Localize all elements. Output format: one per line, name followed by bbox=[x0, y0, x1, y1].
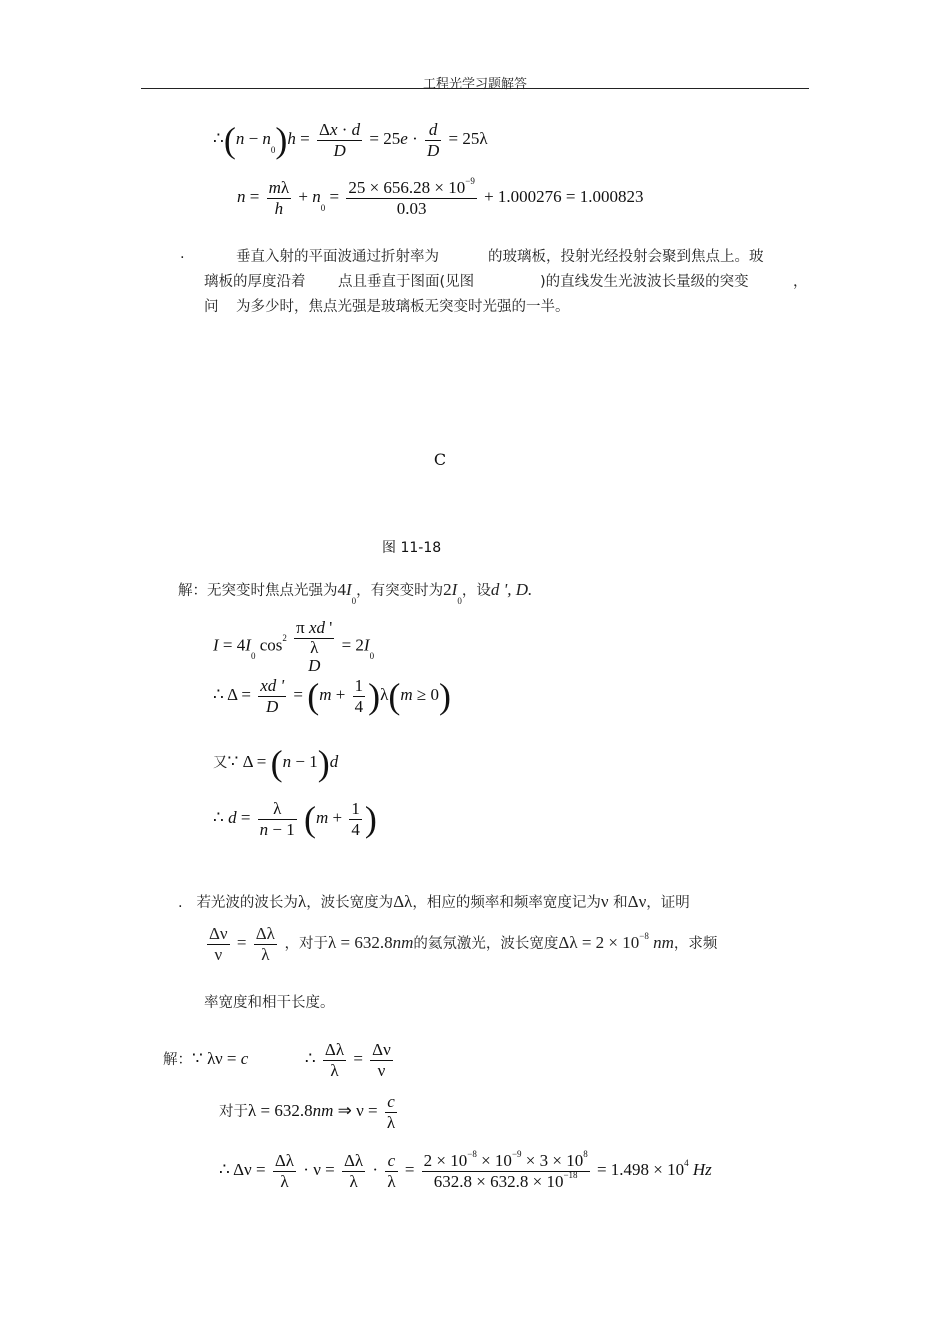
problem-a-line2: 璃板的厚度沿着 bbox=[204, 274, 306, 290]
problem-a-line1b: 的玻璃板，投射光经投射会聚到焦点上。玻 bbox=[488, 249, 764, 265]
problem-a-line3b: 为多少时，焦点光强是玻璃板无突变时光强的一半。 bbox=[236, 299, 570, 315]
problem-b-text1d: 和 bbox=[613, 895, 628, 911]
problem-b-bullet: . bbox=[178, 895, 183, 911]
equation-frequency: 对于λ = 632.8nm ⇒ ν = $\frac{c}{\lambda}$ bbox=[219, 1092, 396, 1132]
lambda-value: 656.28 bbox=[383, 178, 431, 197]
solution-b-intro: 解： bbox=[163, 1051, 192, 1068]
problem-b-text1c: ，相应的频率和频率宽度记为 bbox=[412, 895, 601, 911]
problem-a-line2b: 点且垂直于图面(见图 bbox=[338, 274, 475, 290]
equation-wave-relation: 解：∵ λν = c ∴ $\frac{\Delta\lambda}{\lambda}$ = $\frac{\Delta\nu}{\nu}$ bbox=[163, 1040, 391, 1080]
problem-a-bullet: . bbox=[180, 246, 185, 262]
problem-b-text1b: ，波长宽度为 bbox=[306, 895, 394, 911]
solution-a-line: 解：无突变时焦点光强为$4I_0$，有突变时为$2I_0$，设d ', D. bbox=[178, 580, 533, 606]
n-value: 1.000823 bbox=[579, 186, 644, 206]
figure-label: C bbox=[433, 450, 447, 469]
equation-delta-thickness: 又∵ Δ = (n − 1)d bbox=[213, 743, 339, 783]
equation-frequency-width: ∴ Δν = $\frac{\Delta\lambda}{\lambda}$ · ν = $\frac{\Delta\lambda}{\lambda}$ · $\frac{c}{\lambda}$ = $\frac{2 \times 10^{-8} \times 10^{-9} \times 3 \times 10^8}{632.8 \times 632.8 \times 10^{-18}}$ = $1.498 \times 10^4$ Hz bbox=[219, 1149, 712, 1191]
equation-intensity: $I = 4I_0$ $\cos^2$ π xd ' λ D = $2I_0$ bbox=[213, 618, 375, 675]
header-rule bbox=[141, 88, 809, 89]
problem-b-text1e: ，证明 bbox=[646, 895, 690, 911]
equation-refractive-index: n = $\frac{m\lambda}{h}$ + $n_0$ = $\frac{25 \times 656.28 \times 10^{-9}}{0.03}$ + 1.000276 = 1.000823 bbox=[237, 176, 644, 218]
problem-a-line1: 垂直入射的平面波通过折射率为 bbox=[236, 249, 439, 265]
solution-a-mid: ，有突变时为 bbox=[356, 583, 444, 599]
problem-b-line1: . 若光波的波长为λ，波长宽度为Δλ，相应的频率和频率宽度记为ν 和Δν，证明 bbox=[178, 892, 690, 911]
problem-b-text2c: ，求频 bbox=[673, 935, 718, 952]
problem-b-text2a: ，对于 bbox=[284, 935, 329, 952]
problem-a-line2c: )的直线发生光波波长量级的突变 bbox=[540, 274, 749, 290]
problem-a-line3: 问 bbox=[204, 299, 219, 315]
solution-b-for: 对于 bbox=[219, 1103, 248, 1120]
figure-caption: 图 11-18 bbox=[382, 540, 442, 556]
h-value: 0.03 bbox=[396, 198, 427, 218]
equation-path-difference: ∴(n − $n_0)h$ = $\frac{\Delta x \cdot d}{D}$ = 25e · $\frac{d}{D}$ = 25λ bbox=[213, 120, 488, 161]
solution-a-also: 又 bbox=[213, 754, 228, 771]
equation-thickness: ∴ d = $\frac{\lambda}{n - 1}$ (m + $\frac{1}{4}$ ) bbox=[213, 799, 377, 840]
n0-value: 1.000276 bbox=[497, 186, 562, 206]
page-header: 工程光学习题解答 bbox=[422, 77, 527, 92]
problem-b-line3: 率宽度和相干长度。 bbox=[204, 995, 335, 1011]
equation-delta: ∴ Δ = $\frac{xd '}{D}$ = (m + $\frac{1}{4}$ )λ(m ≥ 0) bbox=[213, 676, 451, 717]
problem-a-line2d: ， bbox=[793, 274, 808, 290]
solution-a-intro: 解：无突变时焦点光强为 bbox=[178, 583, 338, 599]
solution-a-tail: ，设 bbox=[461, 583, 491, 599]
problem-b-text2b: 的氦氖激光，波长宽度 bbox=[413, 935, 559, 952]
problem-b-text1: 若光波的波长为 bbox=[196, 895, 298, 911]
problem-b-line2: $\frac{\Delta\nu}{\nu}$ = $\frac{\Delta\lambda}{\lambda}$ ，对于λ = 632.8nm的氦氖激光，波长宽度$\Delta\lambda = 2 \times 10^{-8}$ nm，求频 bbox=[209, 924, 718, 964]
dv-result: 1.498 bbox=[610, 1159, 650, 1179]
